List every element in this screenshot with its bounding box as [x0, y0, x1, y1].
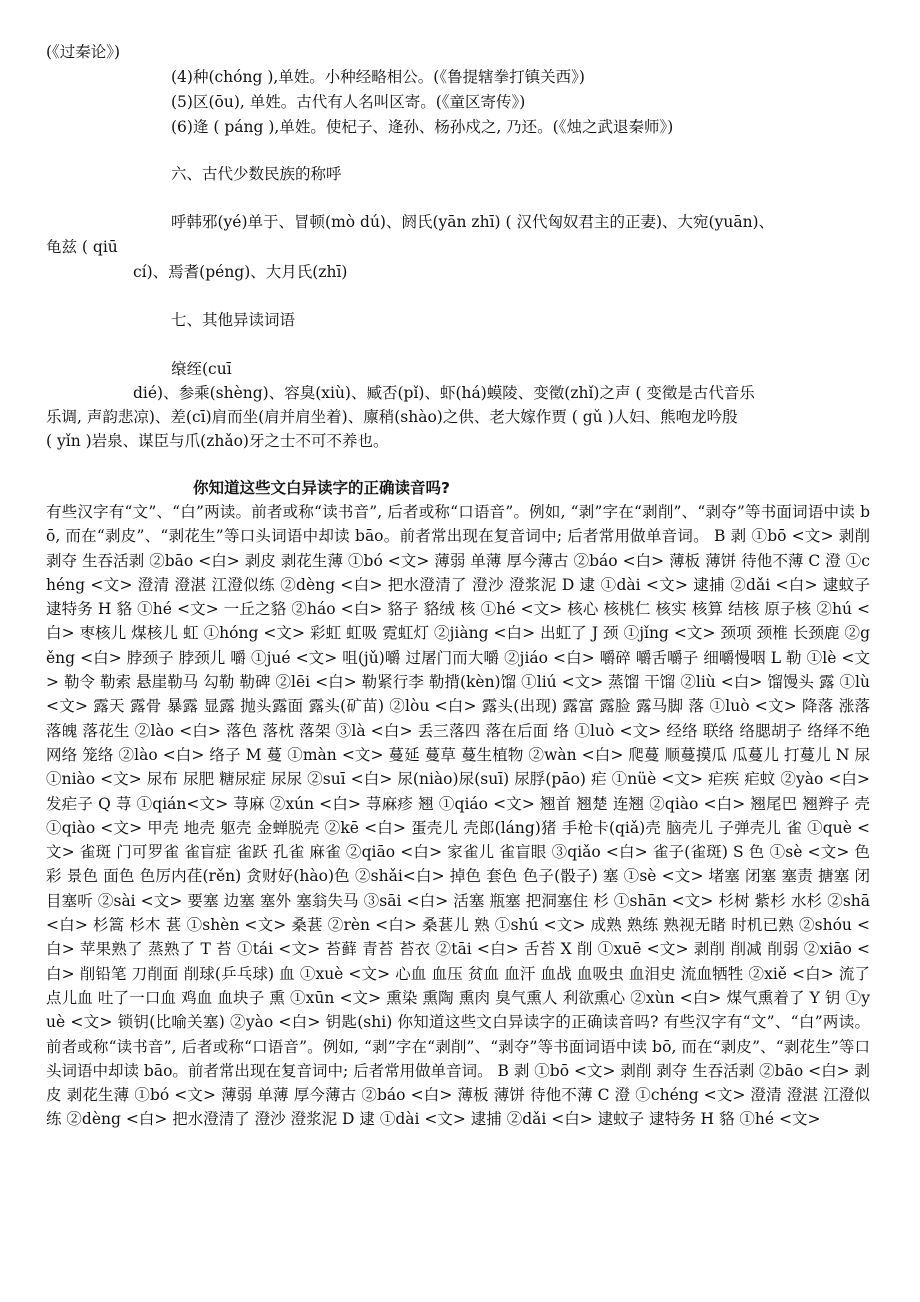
source-line: (《过秦论》)	[46, 43, 121, 61]
list-item: (5)区(ōu), 单姓。古代有人名叫区寄。(《童区寄传》)	[171, 93, 526, 111]
paragraph-line: cí)、焉耆(péng)、大月氏(zhī)	[133, 263, 348, 281]
paragraph-line: dié)、参乘(shèng)、容臭(xiù)、臧否(pǐ)、虾(há)蟆陵、变徵(zhǐ)之声 ( 变徵是古代音乐	[133, 384, 755, 402]
list-item: (4)种(chóng ),单姓。小种经略相公。(《鲁提辖拳打镇关西》)	[171, 68, 585, 86]
paragraph-line: ( yǐn )岩泉、谋臣与爪(zhǎo)牙之士不可不养也。	[46, 432, 389, 450]
paragraph-line: 龟兹 ( qiū	[46, 238, 118, 256]
section-heading: 六、古代少数民族的称呼	[171, 165, 342, 183]
paragraph-line: 乐调, 声韵悲凉)、差(cī)肩而坐(肩并肩坐着)、廪稍(shào)之供、老大嫁作贾 ( gǔ )人妇、熊咆龙吟殷	[46, 408, 738, 426]
paragraph-line: 缞绖(cuī	[171, 360, 232, 378]
list-item: (6)逄 ( páng ),单姓。使杞子、逄孙、杨孙戍之, 乃还。(《烛之武退秦师》)	[171, 118, 674, 136]
paragraph-line: 呼韩邪(yé)单于、冒顿(mò dú)、阏氏(yān zhī) ( 汉代匈奴君主的正妻)、大宛(yuān)、	[171, 213, 775, 231]
section-heading: 七、其他异读词语	[171, 311, 296, 329]
article-title: 你知道这些文白异读字的正确读音吗?	[193, 479, 450, 497]
article-body: 有些汉字有“文”、“白”两读。前者或称“读书音”, 后者或称“口语音”。例如, “剥”字在“剥削”、“剥夺”等书面词语中读 bō, 而在“剥皮”、“剥花生”等口头词语中却读 bāo。前者常出现在复音词中; 后者常用做单音词。 B 剥 ①bō <文> 剥削 剥夺 生吞活剥 ②bāo <白> 剥皮 剥花生薄 ①bó <文> 薄弱 单薄 厚今薄古 ②báo <白> 薄板 薄饼 待他不薄 C 澄 ①chéng <文> 澄清 澄湛 江澄似练 ②dèng <白> 把水澄清了 澄沙 澄浆泥 D 逮 ①dài <文> 逮捕 ②dǎi <白> 逮蚊子 逮特务 H 貉 ①hé <文> 一丘之貉 ②háo <白> 貉子 貉绒 核 ①hé <文> 核心 核桃仁 核实 核算 结核 原子核 ②hú <白> 枣核儿 煤核儿 虹 ①hóng <文> 彩虹 虹吸 霓虹灯 ②jiàng <白> 出虹了 J 颈 ①jǐng <文> 颈项 颈椎 长颈鹿 ②gěng <白> 脖颈子 脖颈儿 嚼 ①jué <文> 咀(jǔ)嚼 过屠门而大嚼 ②jiáo <白> 嚼碎 嚼舌嚼子 细嚼慢咽 L 勒 ①lè <文> 勒令 勒索 悬崖勒马 勾勒 勒碑 ②lēi <白> 勒紧行李 勒揹(kèn)馏 ①liú <文> 蒸馏 干馏 ②liù <白> 馏馒头 露 ①lù <文> 露天 露骨 暴露 显露 抛头露面 露头(矿苗) ②lòu <白> 露头(出现) 露富 露脸 露马脚 落 ①luò <文> 降落 涨落 落魄 落花生 ②lào <白> 落色 落枕 落架 ③là <白> 丢三落四 落在后面 络 ①luò <文> 经络 联络 络腮胡子 络绎不绝 网络 笼络 ②lào <白> 络子 M 蔓 ①màn <文> 蔓延 蔓草 蔓生植物 ②wàn <白> 爬蔓 顺蔓摸瓜 瓜蔓儿 打蔓儿 N 尿 ①niào <文> 尿布 尿肥 糖尿症 尿尿 ②suī <白> 尿(niào)尿(suī) 尿脬(pāo) 疟 ①nüè <文> 疟疾 疟蚊 ②yào <白> 发疟子 Q 荨 ①qián<文> 荨麻 ②xún <白> 荨麻疹 翘 ①qiáo <文> 翘首 翘楚 连翘 ②qiào <白> 翘尾巴 翘辫子 壳 ①qiào <文> 甲壳 地壳 躯壳 金蝉脱壳 ②kē <白> 蛋壳儿 壳郎(láng)猪 手枪卡(qiǎ)壳 脑壳儿 子弹壳儿 雀 ①què <文> 雀斑 门可罗雀 雀盲症 雀跃 孔雀 麻雀 ②qiāo <白> 家雀儿 雀盲眼 ③qiǎo <白> 雀子(雀斑) S 色 ①sè <文> 色彩 景色 面色 色厉内荏(rěn) 贪财好(hào)色 ②shǎi<白> 掉色 套色 色子(骰子) 塞 ①sè <文> 堵塞 闭塞 塞责 搪塞 闭目塞听 ②sài <文> 要塞 边塞 塞外 塞翁失马 ③sāi <白> 活塞 瓶塞 把洞塞住 杉 ①shān <文> 杉树 紫杉 水杉 ②shā <白> 杉篙 杉木 葚 ①shèn <文> 桑葚 ②rèn <白> 桑葚儿 熟 ①shú <文> 成熟 熟练 熟视无睹 时机已熟 ②shóu <白> 苹果熟了 蒸熟了 T 苔 ①tái <文> 苔藓 青苔 苔衣 ②tāi <白> 舌苔 X 削 ①xuē <文> 剥削 削减 削弱 ②xiāo <白> 削铅笔 刀削面 削球(乒乓球) 血 ①xuè <文> 心血 血压 贫血 血汗 血战 血吸虫 血泪史 流血牺牲 ②xiě <白> 流了点儿血 吐了一口血 鸡血 血块子 熏 ①xūn <文> 熏染 熏陶 熏肉 臭气熏人 利欲熏心 ②xùn <白> 煤气熏着了 Y 钥 ①yuè <文> 锁钥(比喻关塞) ②yào <白> 钥匙(shi) 你知道这些文白异读字的正确读音吗? 有些汉字有“文”、“白”两读。前者或称“读书音”, 后者或称“口语音”。例如, “剥”字在“剥削”、“剥夺”等书面词语中读 bō, 而在“剥皮”、“剥花生”等口头词语中却读 bāo。前者常出现在复音词中; 后者常用做单音词。 B 剥 ①bō <文> 剥削 剥夺 生吞活剥 ②bāo <白> 剥皮 剥花生薄 ①bó <文> 薄弱 单薄 厚今薄古 ②báo <白> 薄板 薄饼 待他不薄 C 澄 ①chéng <文> 澄清 澄湛 江澄似练 ②dèng <白> 把水澄清了 澄沙 澄浆泥 D 逮 ①dài <文> 逮捕 ②dǎi <白> 逮蚊子 逮特务 H 貉 ①hé <文>	[46, 503, 871, 1129]
